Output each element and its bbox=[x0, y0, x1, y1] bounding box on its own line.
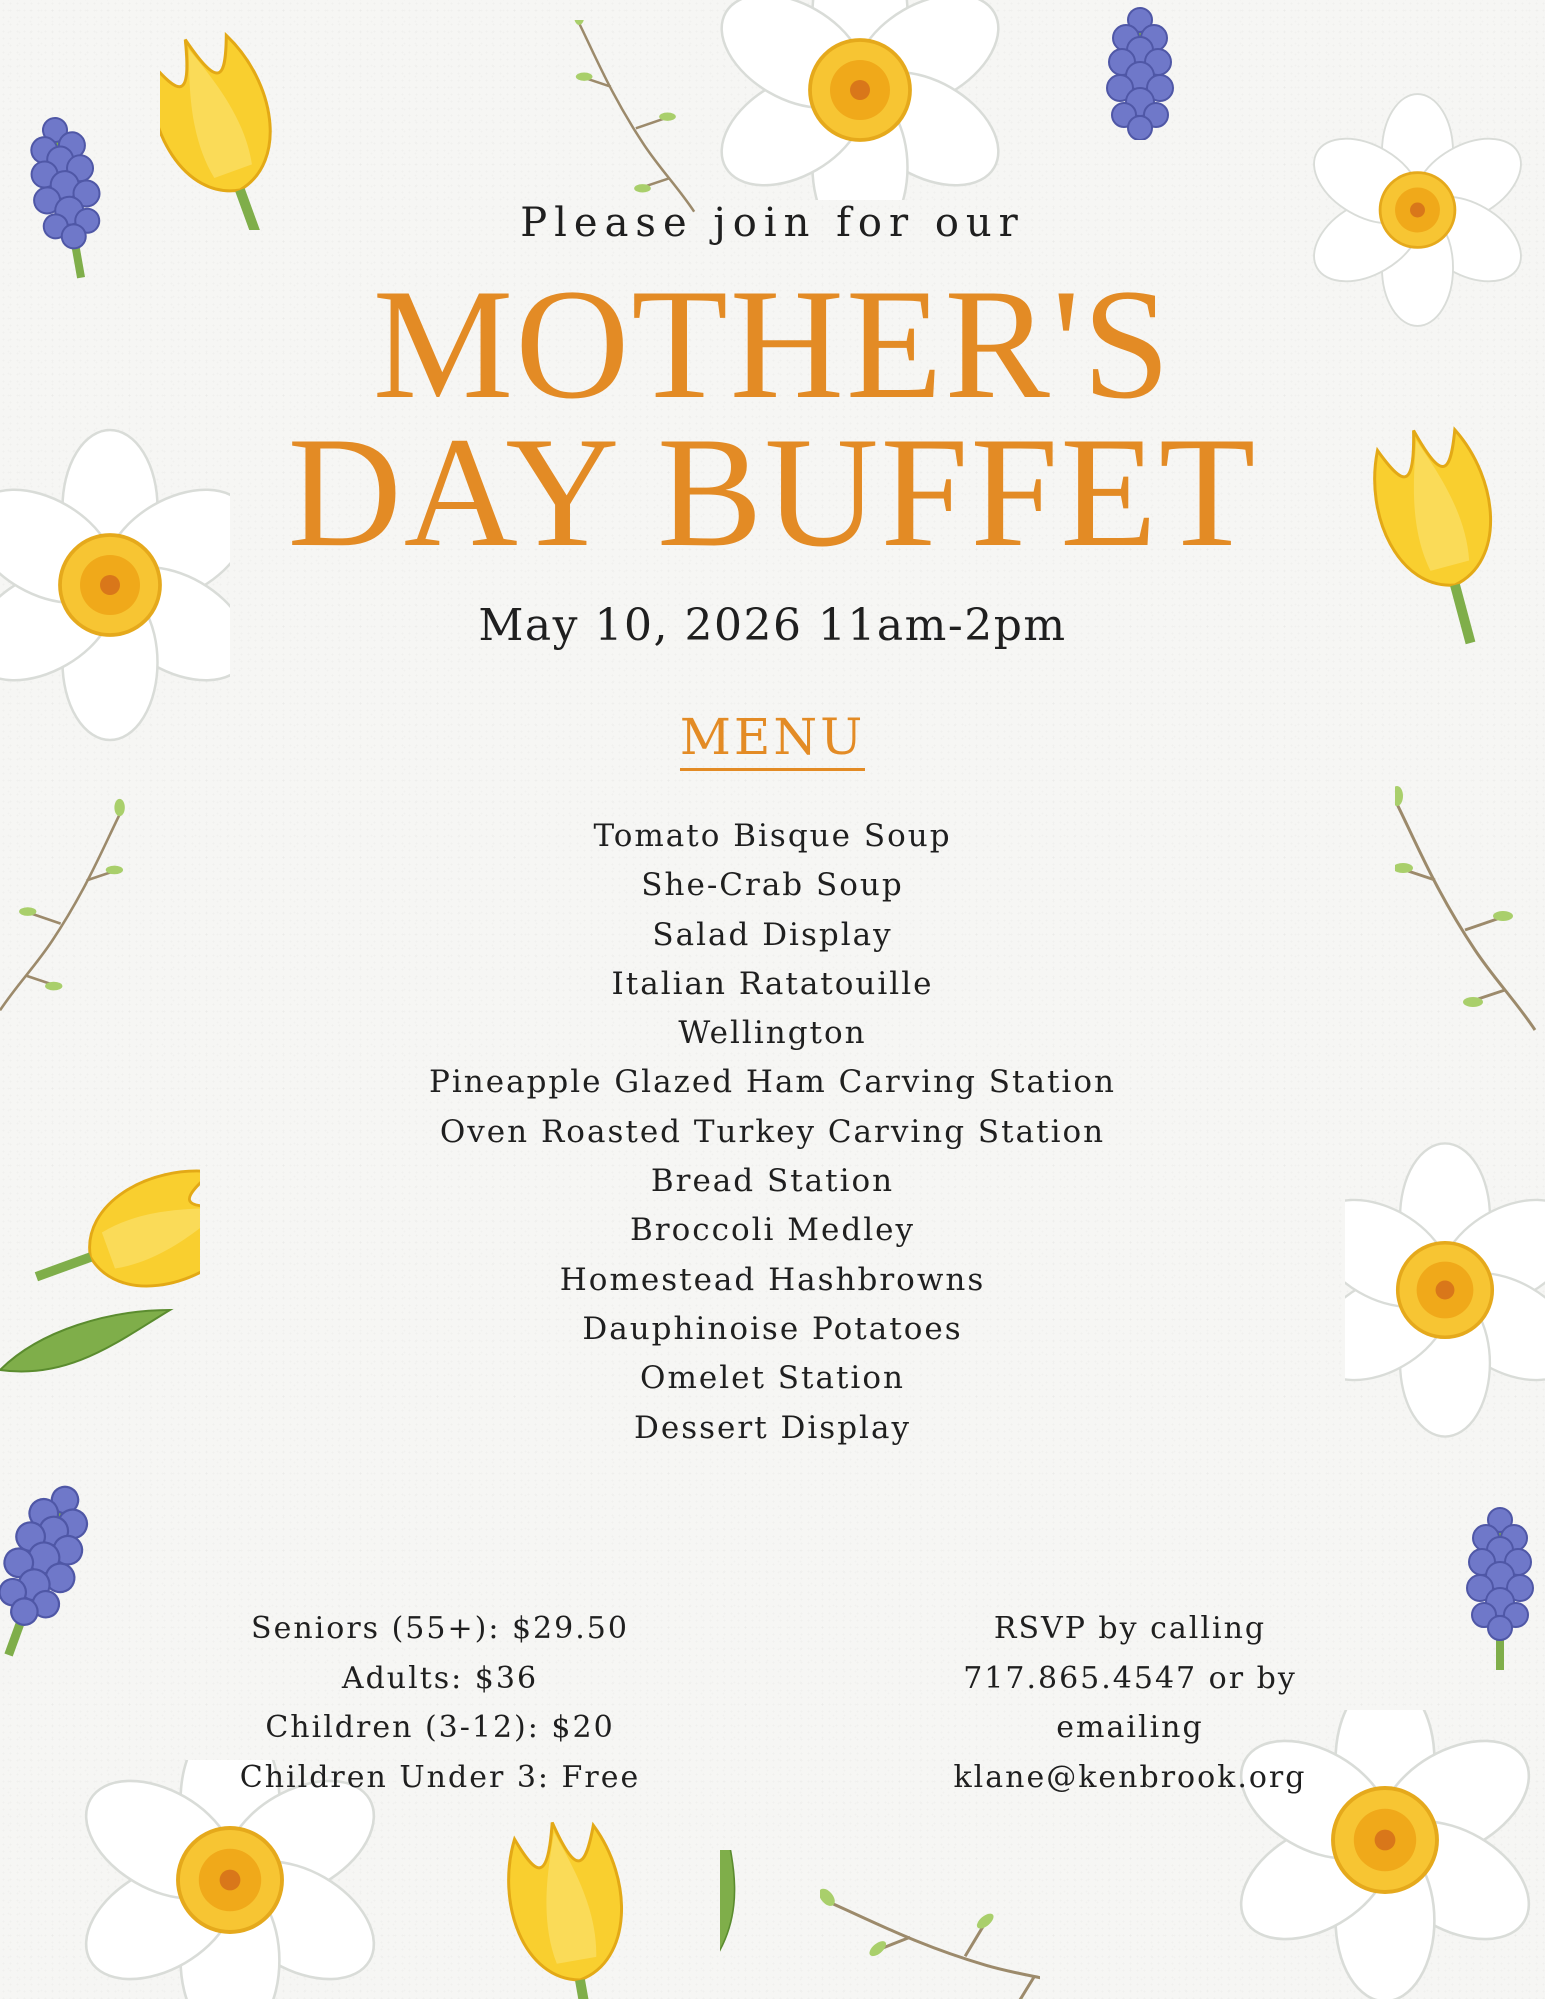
menu-item: Homestead Hashbrowns bbox=[559, 1261, 986, 1298]
menu-item: She-Crab Soup bbox=[641, 867, 904, 904]
menu-item: Bread Station bbox=[650, 1163, 895, 1200]
rsvp-block bbox=[920, 1604, 1340, 1802]
menu-item: Oven Roasted Turkey Carving Station bbox=[439, 1113, 1106, 1150]
rsvp-email: klane@kenbrook.org bbox=[953, 1759, 1307, 1795]
hyacinth-top-right-icon bbox=[1085, 0, 1195, 140]
menu-item: Omelet Station bbox=[640, 1360, 905, 1397]
menu-heading bbox=[0, 708, 1545, 766]
tulip-top-left-icon bbox=[160, 0, 320, 230]
rsvp-line: emailing bbox=[1056, 1710, 1204, 1745]
title-line-1: MOTHER'S bbox=[372, 257, 1173, 432]
sprig-top-icon bbox=[565, 20, 715, 220]
event-date-time: May 10, 2026 11am-2pm bbox=[478, 600, 1067, 651]
price-children: Children (3-12): $20 bbox=[265, 1710, 615, 1745]
menu-list bbox=[0, 812, 1545, 1453]
intro-text: Please join for our bbox=[520, 200, 1025, 246]
menu-item: Tomato Bisque Soup bbox=[593, 818, 952, 854]
hyacinth-right-icon bbox=[1455, 1500, 1545, 1720]
menu-item: Salad Display bbox=[652, 916, 893, 953]
menu-item: Wellington bbox=[678, 1015, 867, 1052]
menu-heading-text: MENU bbox=[680, 708, 866, 771]
daffodil-top-center-icon bbox=[690, 0, 1030, 200]
menu-item: Italian Ratatouille bbox=[611, 965, 934, 1002]
menu-item: Broccoli Medley bbox=[629, 1212, 916, 1249]
leaf-bottom-icon bbox=[720, 1850, 840, 1999]
tulip-bottom-icon bbox=[490, 1810, 670, 1999]
price-children-under-3: Children Under 3: Free bbox=[239, 1759, 641, 1795]
title-line-2: DAY BUFFET bbox=[287, 405, 1258, 580]
hyacinth-bottom-left-icon bbox=[0, 1480, 130, 1740]
menu-item: Pineapple Glazed Ham Carving Station bbox=[429, 1064, 1116, 1101]
price-seniors: Seniors (55+): $29.50 bbox=[251, 1611, 629, 1646]
price-adults: Adults: $36 bbox=[341, 1660, 539, 1696]
price-list bbox=[200, 1604, 680, 1802]
menu-item: Dessert Display bbox=[634, 1409, 911, 1446]
sprig-bottom-icon bbox=[820, 1830, 1040, 1999]
menu-item: Dauphinoise Potatoes bbox=[582, 1310, 963, 1347]
rsvp-line: RSVP by calling bbox=[993, 1611, 1267, 1646]
rsvp-phone-line: 717.865.4547 or by bbox=[963, 1660, 1297, 1696]
